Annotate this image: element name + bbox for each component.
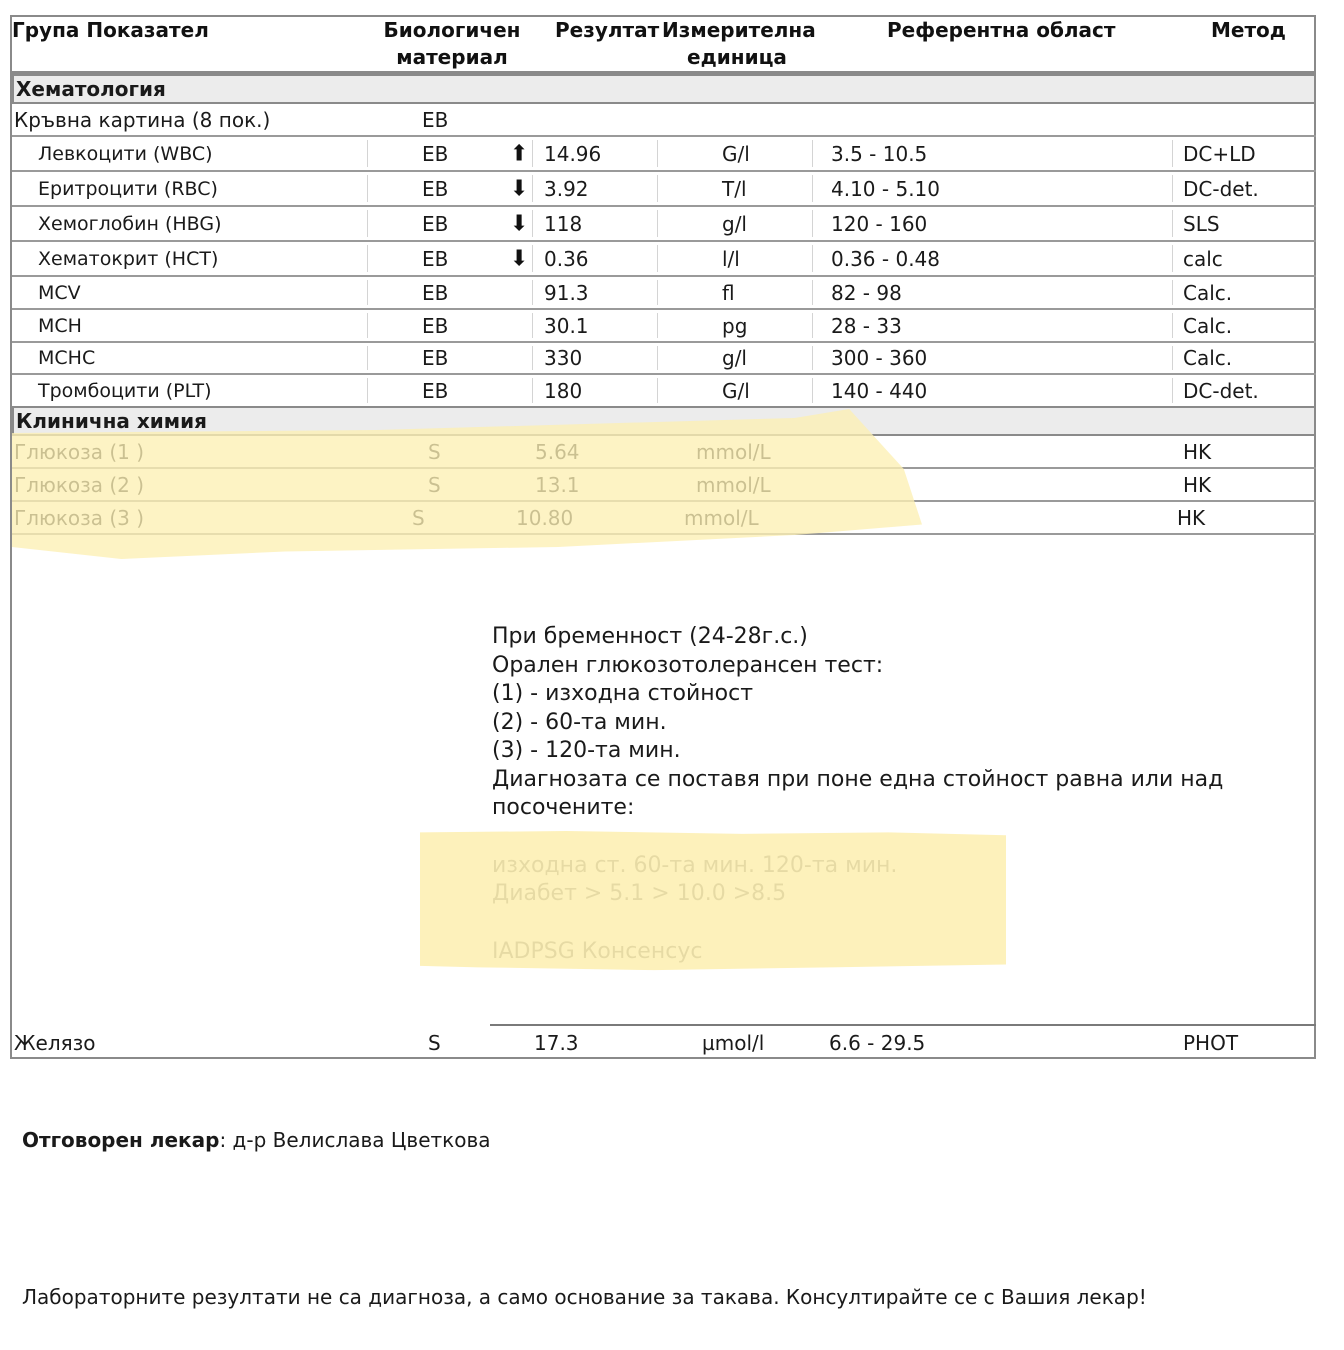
note-line: Диагнозата се поставя при поне една стойност равна или над [492, 766, 1224, 792]
test-name: MCHC [38, 347, 96, 369]
note-line: посочените: [492, 795, 635, 820]
column-separator [1172, 140, 1173, 167]
column-separator [812, 140, 813, 167]
header-reference: Референтна област [887, 18, 1116, 42]
hematology-row [12, 172, 1316, 207]
test-method: Calc. [1183, 346, 1233, 370]
column-separator [657, 280, 658, 305]
column-separator [1172, 313, 1173, 338]
test-method: DC-det. [1183, 378, 1259, 403]
test-result: 14.96 [544, 141, 602, 166]
test-material: EB [422, 346, 449, 370]
test-result: 0.36 [544, 246, 589, 271]
hematology-row [12, 207, 1316, 242]
test-method: calc [1183, 246, 1223, 271]
test-method: SLS [1183, 211, 1220, 236]
section-hematology: Хематология [12, 74, 1316, 104]
test-name: Еритроцити (RBC) [38, 177, 218, 200]
test-reference: 120 - 160 [831, 211, 928, 236]
iron-material: S [428, 1030, 441, 1055]
column-separator [812, 378, 813, 403]
test-name: MCH [38, 314, 82, 337]
hematology-row [12, 277, 1316, 310]
highlight-diabetes-criteria [420, 831, 1006, 973]
column-separator [367, 313, 368, 338]
column-separator [657, 378, 658, 403]
header-material: Биологичен материал [383, 18, 521, 69]
column-separator [367, 280, 368, 305]
column-separator [657, 313, 658, 338]
test-reference: 82 - 98 [831, 280, 902, 305]
test-method: HK [1183, 439, 1212, 464]
hematology-row [12, 310, 1316, 343]
down-arrow-icon: ⬇ [510, 246, 529, 271]
hematology-row [12, 343, 1316, 375]
test-result: 3.92 [544, 176, 589, 201]
note-line: Орален глюкозотолерансен тест: [492, 652, 884, 678]
test-result: 30.1 [544, 313, 589, 338]
column-separator [657, 245, 658, 272]
note-line: (2) - 60-та мин. [492, 709, 667, 735]
down-arrow-icon: ⬇ [510, 176, 529, 201]
doctor-label: Отговорен лекар [22, 1128, 220, 1152]
column-separator [532, 140, 533, 167]
test-unit: l/l [722, 246, 740, 271]
iron-unit: µmol/l [702, 1030, 765, 1055]
test-unit: fl [722, 280, 735, 305]
column-separator [367, 175, 368, 202]
column-separator [532, 280, 533, 305]
test-reference: 300 - 360 [831, 346, 928, 370]
test-method: Calc. [1183, 280, 1233, 305]
test-reference: 28 - 33 [831, 313, 902, 338]
responsible-doctor [22, 1128, 491, 1152]
column-separator [532, 210, 533, 237]
column-separator [367, 378, 368, 403]
test-unit: T/l [722, 176, 747, 201]
hematology-row [12, 375, 1316, 408]
test-material: EB [422, 141, 449, 166]
column-separator [1172, 175, 1173, 202]
column-separator [367, 210, 368, 237]
column-separator [532, 245, 533, 272]
column-separator [367, 346, 368, 370]
test-method: Calc. [1183, 313, 1233, 338]
test-result: 91.3 [544, 280, 589, 305]
test-reference: 140 - 440 [831, 378, 928, 403]
test-method: HK [1183, 472, 1212, 497]
iron-reference: 6.6 - 29.5 [829, 1030, 926, 1055]
column-separator [657, 140, 658, 167]
hematology-row [12, 242, 1316, 277]
test-name: MCV [38, 281, 81, 304]
test-unit: g/l [722, 211, 747, 236]
column-separator [367, 245, 368, 272]
column-separator [1172, 378, 1173, 403]
column-separator [812, 245, 813, 272]
column-separator [812, 346, 813, 370]
test-unit: G/l [722, 141, 750, 166]
test-material: EB [422, 313, 449, 338]
column-separator [812, 210, 813, 237]
test-method: DC+LD [1183, 141, 1256, 166]
column-separator [532, 175, 533, 202]
column-separator [1172, 346, 1173, 370]
blood-panel-name: Кръвна картина (8 пок.) [14, 107, 271, 132]
iron-name: Желязо [14, 1030, 96, 1055]
test-name: Тромбоцити (PLT) [38, 379, 212, 402]
disclaimer: Лабораторните резултати не са диагноза, а само основание за такава. Консултирайте се с Вашия лекар! [22, 1285, 1147, 1309]
column-separator [657, 175, 658, 202]
test-method: DC-det. [1183, 176, 1259, 201]
column-separator [1172, 280, 1173, 305]
iron-method: PHOT [1183, 1030, 1239, 1055]
test-material: EB [422, 176, 449, 201]
header-unit: Измерителна единица [662, 18, 816, 69]
note-line: (1) - изходна стойност [492, 681, 754, 706]
test-unit: pg [722, 313, 748, 338]
test-unit: g/l [722, 346, 747, 370]
up-arrow-icon: ⬆ [510, 141, 529, 166]
column-separator [532, 378, 533, 403]
column-separator [657, 346, 658, 370]
test-result: 180 [544, 378, 583, 403]
column-separator [1172, 245, 1173, 272]
test-name: Хемоглобин (HBG) [38, 212, 222, 235]
blood-panel-row [12, 104, 1316, 137]
test-reference: 0.36 - 0.48 [831, 246, 940, 271]
column-separator [657, 210, 658, 237]
iron-row [12, 1026, 1316, 1059]
test-material: EB [422, 211, 449, 236]
column-separator [812, 313, 813, 338]
lab-report-table [10, 15, 1316, 1059]
test-result: 330 [544, 346, 583, 370]
iron-result: 17.3 [534, 1030, 579, 1055]
note-line: При бременност (24-28г.с.) [492, 624, 808, 649]
test-method: HK [1177, 505, 1206, 530]
test-material: EB [422, 246, 449, 271]
header-group: Група Показател [12, 18, 209, 42]
test-reference: 3.5 - 10.5 [831, 141, 928, 166]
column-separator [532, 313, 533, 338]
test-material: EB [422, 280, 449, 305]
section-clinical-chemistry: Клинична химия [12, 406, 1316, 436]
column-separator [367, 140, 368, 167]
column-separator [532, 346, 533, 370]
test-unit: G/l [722, 378, 750, 403]
header-result: Резултат [555, 18, 660, 42]
down-arrow-icon: ⬇ [510, 211, 529, 236]
test-material: EB [422, 378, 449, 403]
column-separator [1172, 210, 1173, 237]
blood-panel-material: EB [422, 107, 449, 132]
test-reference: 4.10 - 5.10 [831, 176, 940, 201]
note-line: (3) - 120-та мин. [492, 738, 681, 763]
doctor-name: : д-р Велислава Цветкова [219, 1128, 491, 1152]
column-separator [812, 175, 813, 202]
column-separator [812, 280, 813, 305]
test-name: Хематокрит (HCT) [38, 247, 219, 270]
test-result: 118 [544, 211, 583, 236]
test-name: Левкоцити (WBC) [38, 142, 213, 165]
header-method: Метод [1211, 18, 1286, 42]
hematology-row [12, 137, 1316, 172]
